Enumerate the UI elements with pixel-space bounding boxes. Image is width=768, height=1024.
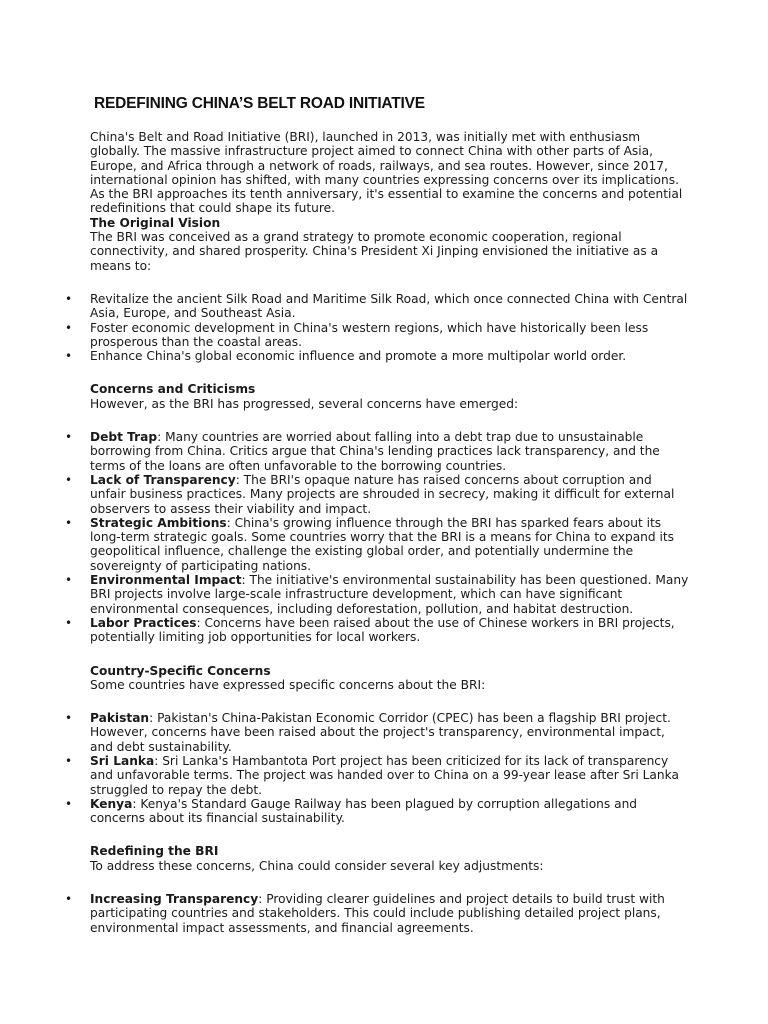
list-item: • Enhance China's global economic influence and promote a more multipolar world order. — [90, 349, 690, 363]
list-item: • Pakistan: Pakistan's China-Pakistan Economic Corridor (CPEC) has been a flagship BRI project. However, concerns have been raised about the project's transparency, environmental impact, and debt sustainability. — [90, 711, 690, 754]
list-item: • Strategic Ambitions: China's growing influence through the BRI has sparked fears about its long-term strategic goals. Some countries worry that the BRI is a means for China to expand its geopolitical influence, challenge the existing global order, and potentially undermine the sovereignty of participating nations. — [90, 516, 690, 573]
list-item: • Debt Trap: Many countries are worried about falling into a debt trap due to unsustainable borrowing from China. Critics argue that China's lending practices lack transparency, and the terms of the loans are often unfavorable to the borrowing countries. — [90, 430, 690, 473]
list-item: • Revitalize the ancient Silk Road and Maritime Silk Road, which once connected China with Central Asia, Europe, and Southeast Asia. — [90, 292, 690, 321]
bullet-list-original-vision — [90, 292, 690, 363]
intro-paragraph: China's Belt and Road Initiative (BRI), launched in 2013, was initially met with enthusiasm globally. The massive infrastructure project aimed to connect China with other parts of Asia, Europe, and Africa through a network of roads, railways, and sea routes. However, since 2017, international opinion has shifted, with many countries expressing concerns over its implications. As the BRI approaches its tenth anniversary, it's essential to examine the concerns and potential redefinitions that could shape its future. — [90, 130, 683, 216]
section-body-original-vision: The BRI was conceived as a grand strategy to promote economic cooperation, regional connectivity, and shared prosperity. China's President Xi Jinping envisioned the initiative as a means to: — [90, 230, 659, 273]
list-item: • Sri Lanka: Sri Lanka's Hambantota Port project has been criticized for its lack of transparency and unfavorable terms. The project was handed over to China on a 99-year lease after Sri Lanka struggled to repay the debt. — [90, 754, 690, 797]
section-heading-country-specific: Country-Specific Concerns — [90, 663, 271, 678]
list-item: • Labor Practices: Concerns have been raised about the use of Chinese workers in BRI projects, potentially limiting job opportunities for local workers. — [90, 616, 690, 645]
bullet-list-redefining — [90, 892, 690, 935]
list-item: • Increasing Transparency: Providing clearer guidelines and project details to build trust with participating countries and stakeholders. This could include publishing detailed project plans, environmental impact assessments, and financial agreements. — [90, 892, 690, 935]
section-body-concerns: However, as the BRI has progressed, several concerns have emerged: — [90, 396, 519, 411]
bullet-list-concerns — [90, 430, 690, 644]
list-item: • Environmental Impact: The initiative's environmental sustainability has been questioned. Many BRI projects involve large-scale infrastructure development, which can have significant environmental consequences, including deforestation, pollution, and habitat destruction. — [90, 573, 690, 616]
section-heading-original-vision: The Original Vision — [90, 215, 221, 230]
list-item: • Lack of Transparency: The BRI's opaque nature has raised concerns about corruption and unfair business practices. Many projects are shrouded in secrecy, making it difficult for external observers to assess their viability and impact. — [90, 473, 690, 516]
list-item: • Foster economic development in China's western regions, which have historically been less prosperous than the coastal areas. — [90, 321, 690, 350]
list-item: • Kenya: Kenya's Standard Gauge Railway has been plagued by corruption allegations and concerns about its financial sustainability. — [90, 797, 690, 826]
section-body-redefining: To address these concerns, China could consider several key adjustments: — [90, 858, 544, 873]
section-heading-redefining: Redefining the BRI — [90, 844, 219, 859]
document-body — [90, 130, 690, 935]
section-body-country-specific: Some countries have expressed specific concerns about the BRI: — [90, 677, 486, 692]
bullet-list-country-specific — [90, 711, 690, 825]
document-title: REDEFINING CHINA’S BELT ROAD INITIATIVE — [94, 95, 425, 112]
section-heading-concerns: Concerns and Criticisms — [90, 382, 256, 397]
